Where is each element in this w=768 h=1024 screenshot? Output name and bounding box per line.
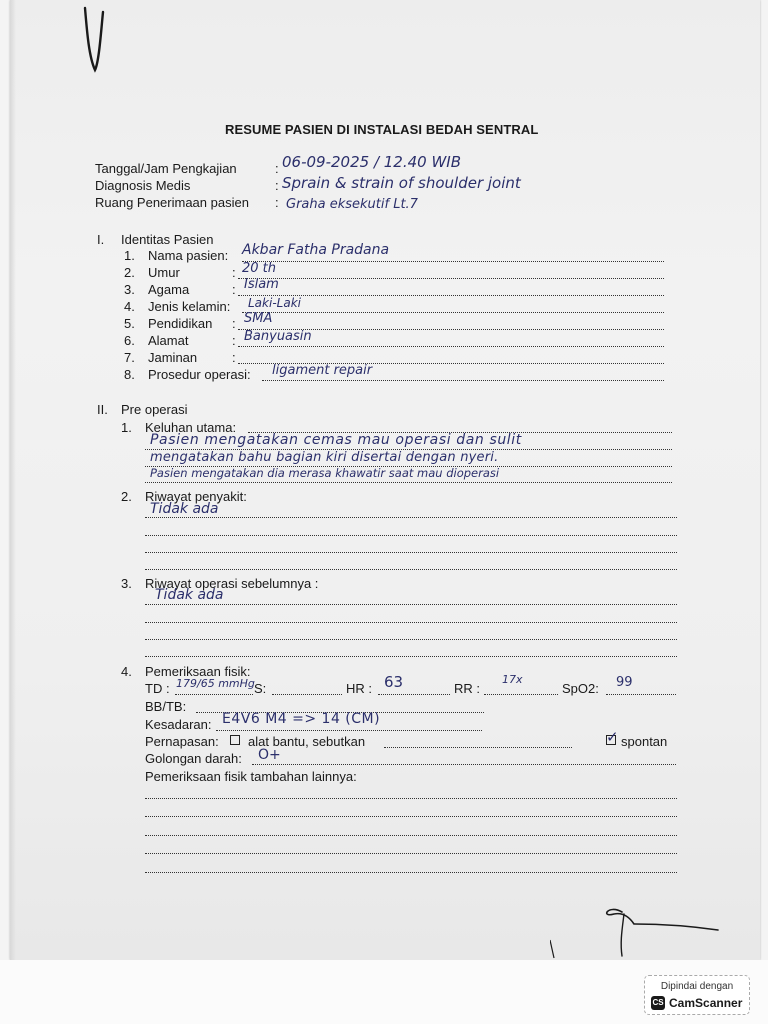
alat-bantu-line [384,747,572,748]
operasi-label: Riwayat operasi sebelumnya : [145,576,319,591]
jaminan-colon: : [232,350,236,365]
ruang-value: Graha eksekutif Lt.7 [286,197,418,212]
hr-label: HR : [346,681,372,696]
scanner-caption: Dipindai dengan [660,981,734,992]
s-line [272,694,342,695]
prosedur-line [262,380,664,381]
keluhan-text-3: Pasien mengatakan dia merasa khawatir saat mau dioperasi [150,466,500,480]
handwritten-signature [550,890,730,960]
operasi-value: Tidak ada [155,587,224,603]
section-2-heading: Pre operasi [121,402,188,417]
nama-line [242,261,664,262]
td-value: 179/65 mmHg [176,677,255,690]
hr-line [378,694,450,695]
identitas-num-6: 6. [124,333,135,348]
identitas-num-1: 1. [124,248,135,263]
kesadaran-label: Kesadaran: [145,717,212,732]
riwayat-line-4 [145,569,677,570]
diagnosis-label: Diagnosis Medis [95,178,191,193]
golongan-line [252,764,676,765]
tambahan-line-5 [145,872,677,873]
nama-value: Akbar Fatha Pradana [242,242,390,258]
operasi-number: 3. [121,576,132,591]
document-page [10,0,760,960]
diagnosis-colon: : [275,178,279,193]
page-shadow [10,0,16,960]
riwayat-line-3 [145,552,677,553]
alamat-colon: : [232,333,236,348]
handwritten-check-mark [75,2,115,77]
keluhan-text-2: mengatakan bahu bagian kiri disertai dengan nyeri. [150,450,499,465]
alamat-value: Banyuasin [244,329,312,344]
operasi-line-1 [145,604,677,605]
riwayat-number: 2. [121,489,132,504]
tambahan-line-4 [145,853,677,854]
keluhan-number: 1. [121,420,132,435]
spo2-line [606,694,676,695]
scanner-brand: CamScanner [669,996,743,1010]
operasi-line-4 [145,656,677,657]
jenis-kelamin-value: Laki-Laki [248,296,301,310]
umur-value: 20 th [242,261,277,276]
fisik-number: 4. [121,664,132,679]
section-1-heading: Identitas Pasien [121,232,214,247]
riwayat-label: Riwayat penyakit: [145,489,247,504]
identitas-label-umur: Umur [148,265,180,280]
umur-line [238,278,664,279]
identitas-num-7: 7. [124,350,135,365]
identitas-label-agama: Agama [148,282,190,297]
golongan-value: O+ [258,747,281,763]
diagnosis-value: Sprain & strain of shoulder joint [282,174,521,192]
agama-line [238,295,664,296]
identitas-num-2: 2. [124,265,135,280]
keluhan-text-1: Pasien mengatakan cemas mau operasi dan sulit [150,432,522,448]
rr-line [484,694,558,695]
kesadaran-line [216,730,482,731]
tanggal-colon: : [275,161,279,176]
riwayat-line-2 [145,535,677,536]
spontan-label: spontan [621,734,668,749]
ruang-label: Ruang Penerimaan pasien [95,195,249,210]
section-1-number: I. [97,232,105,247]
td-line [175,694,253,695]
hr-value: 63 [384,673,404,691]
keluhan-label: Keluhan utama: [145,420,237,435]
alat-bantu-checkbox[interactable] [230,735,240,745]
operasi-line-3 [145,639,677,640]
identitas-label-alamat: Alamat [148,333,189,348]
tambahan-line-2 [145,816,677,817]
td-label: TD : [145,681,170,696]
identitas-label-jaminan: Jaminan [148,350,198,365]
identitas-label-jenis-kelamin: Jenis kelamin: [148,299,231,314]
identitas-num-8: 8. [124,367,135,382]
section-2-number: II. [97,402,108,417]
camscanner-watermark [644,975,750,1015]
rr-value: 17x [502,673,523,686]
golongan-label: Golongan darah: [145,751,242,766]
kesadaran-value: E4V6 M4 => 14 (CM) [222,711,381,727]
prosedur-value: ligament repair [272,363,373,378]
s-label: S: [254,681,267,696]
identitas-label-nama: Nama pasien: [148,248,229,263]
riwayat-line-1 [145,517,677,518]
alamat-line [238,346,664,347]
spo2-label: SpO2: [562,681,599,696]
tambahan-label: Pemeriksaan fisik tambahan lainnya: [145,769,357,784]
bbtb-label: BB/TB: [145,699,187,714]
pendidikan-colon: : [232,316,236,331]
pernapasan-label: Pernapasan: [145,734,219,749]
agama-value: Islam [244,277,279,292]
operasi-line-2 [145,622,677,623]
spontan-check-mark-icon: ✓ [606,728,619,746]
identitas-label-prosedur: Prosedur operasi: [148,367,251,382]
identitas-num-4: 4. [124,299,135,314]
tanggal-value: 06-09-2025 / 12.40 WIB [282,153,462,171]
rr-label: RR : [454,681,480,696]
umur-colon: : [232,265,236,280]
fisik-label: Pemeriksaan fisik: [145,664,251,679]
jenis-kelamin-line [242,312,664,313]
tambahan-line-3 [145,835,677,836]
page-title: RESUME PASIEN DI INSTALASI BEDAH SENTRAL [225,122,539,137]
identitas-num-3: 3. [124,282,135,297]
identitas-label-pendidikan: Pendidikan [148,316,213,331]
identitas-num-5: 5. [124,316,135,331]
spo2-value: 99 [616,675,633,690]
camscanner-logo-icon: CS [651,996,665,1010]
pendidikan-value: SMA [244,311,273,326]
tanggal-label: Tanggal/Jam Pengkajian [95,161,237,176]
keluhan-line-3 [145,482,672,483]
tambahan-line-1 [145,798,677,799]
ruang-colon: : [275,195,279,210]
agama-colon: : [232,282,236,297]
riwayat-value: Tidak ada [150,501,219,517]
alat-bantu-label: alat bantu, sebutkan [248,734,366,749]
